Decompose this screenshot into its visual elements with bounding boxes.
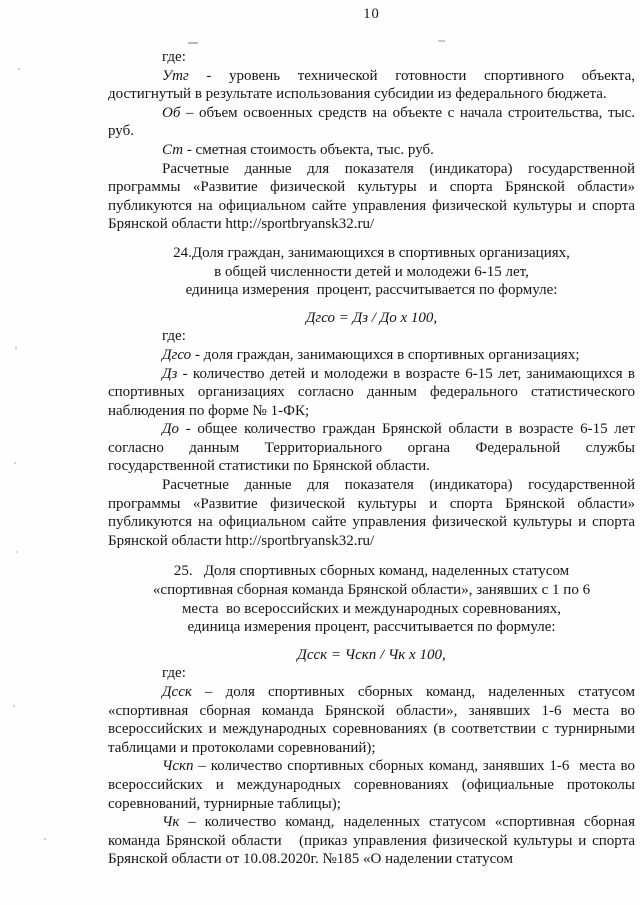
term-ob: Об [162,104,181,121]
definition-text: – доля спортивных сборных команд, наделенных статусом «спортивная сборная команда Брянской области», занявших 1-6 места во всероссийских и международных соревнованиях (в соответствии с турнирными таблицами и протоколами соревнований); [108,684,635,756]
term-chk: Чк [162,814,180,831]
page-number: 10 [363,6,380,22]
term-do: До [162,421,180,438]
formula-dgso: Дгсо = Дз / До х 100, [305,309,438,326]
document-body [108,48,635,869]
where-label: где: [162,665,186,682]
term-dz: Дз [162,365,178,382]
scan-artifact [44,838,46,840]
term-chskp: Чскп [162,758,194,775]
definition-text: - общее количество граждан Брянской области в возрасте 6-15 лет согласно данным Территориального органа Федеральной службы государственной статистики по Брянской области. [108,421,635,475]
where-label: где: [162,328,186,345]
definition-utg [108,67,635,104]
heading-line: «спортивная сборная команда Брянской области», занявших с 1 по 6 [152,582,591,599]
term-st: Ст [162,141,184,158]
scan-artifact [15,346,17,349]
definition-text: - доля граждан, занимающихся в спортивных организациях; [191,346,580,363]
definition-dssk [108,683,635,757]
heading-line: единица измерения процент, рассчитывается по формуле: [185,282,558,299]
where-label: где: [162,49,186,65]
calculation-note: Расчетные данные для показателя (индикатора) государственной программы «Развитие физической культуры и спорта Брянской области» публикуются на официальном сайте управления физической культуры и спорта Брянской области http://sportbryansk32.ru/ [108,160,635,233]
heading-line: единица измерения процент, рассчитывается по формуле: [187,619,556,636]
calculation-note: Расчетные данные для показателя (индикатора) государственной программы «Развитие физической культуры и спорта Брянской области» публикуются на официальном сайте управления физической культуры и спорта Брянской области http://sportbryansk32.ru/ [108,477,635,549]
section-24-heading [108,244,635,300]
scan-artifact [438,40,445,42]
scan-artifact [16,551,18,553]
formula-dssk: Дсск = Чскп / Чк х 100, [297,646,446,663]
definition-text: – количество спортивных сборных команд, занявших 1-6 места во всероссийских и международных соревнованиях (официальные протоколы соревнований, турнирные таблицы); [108,758,635,812]
term-dgso: Дгсо [162,346,192,363]
definition-dgso [108,346,635,365]
definition-text: – количество команд, наделенных статусом «спортивная сборная команда Брянской области (приказ управления физической культуры и спорта Брянской области от 10.08.2020г. №185 «О наделении статусом [108,814,635,868]
scan-artifact [13,705,15,707]
definition-ob [108,104,635,141]
scan-artifact [18,68,20,70]
definition-dz [108,365,635,421]
term-dssk: Дсск [162,684,192,700]
heading-line: места во всероссийских и международных соревнованиях, [181,600,562,617]
heading-line: в общей численности детей и молодежи 6-15 лет, [214,263,529,280]
definition-chskp [108,757,635,813]
definition-do [108,420,635,476]
scan-artifact [188,42,198,44]
definition-st [108,141,635,160]
scan-artifact [14,462,16,464]
definition-text: - сметная стоимость объекта, тыс. руб. [183,141,434,158]
definition-text: – объем освоенных средств на объекте с начала строительства, тыс. руб. [108,104,635,140]
definition-chk [108,813,635,869]
definition-text: - уровень технической готовности спортивного объекта, достигнутый в результате использования субсидии из федерального бюджета. [108,67,635,103]
heading-line: 25. Доля спортивных сборных команд, наделенных статусом [173,563,570,580]
definition-text: - количество детей и молодежи в возрасте 6-15 лет, занимающихся в спортивных организациях согласно данным федерального статистического наблюдения по форме № 1-ФК; [108,365,635,419]
heading-line: 24.Доля граждан, занимающихся в спортивных организациях, [173,244,570,261]
section-25-heading [108,562,635,636]
term-utg: Утг [162,67,189,84]
